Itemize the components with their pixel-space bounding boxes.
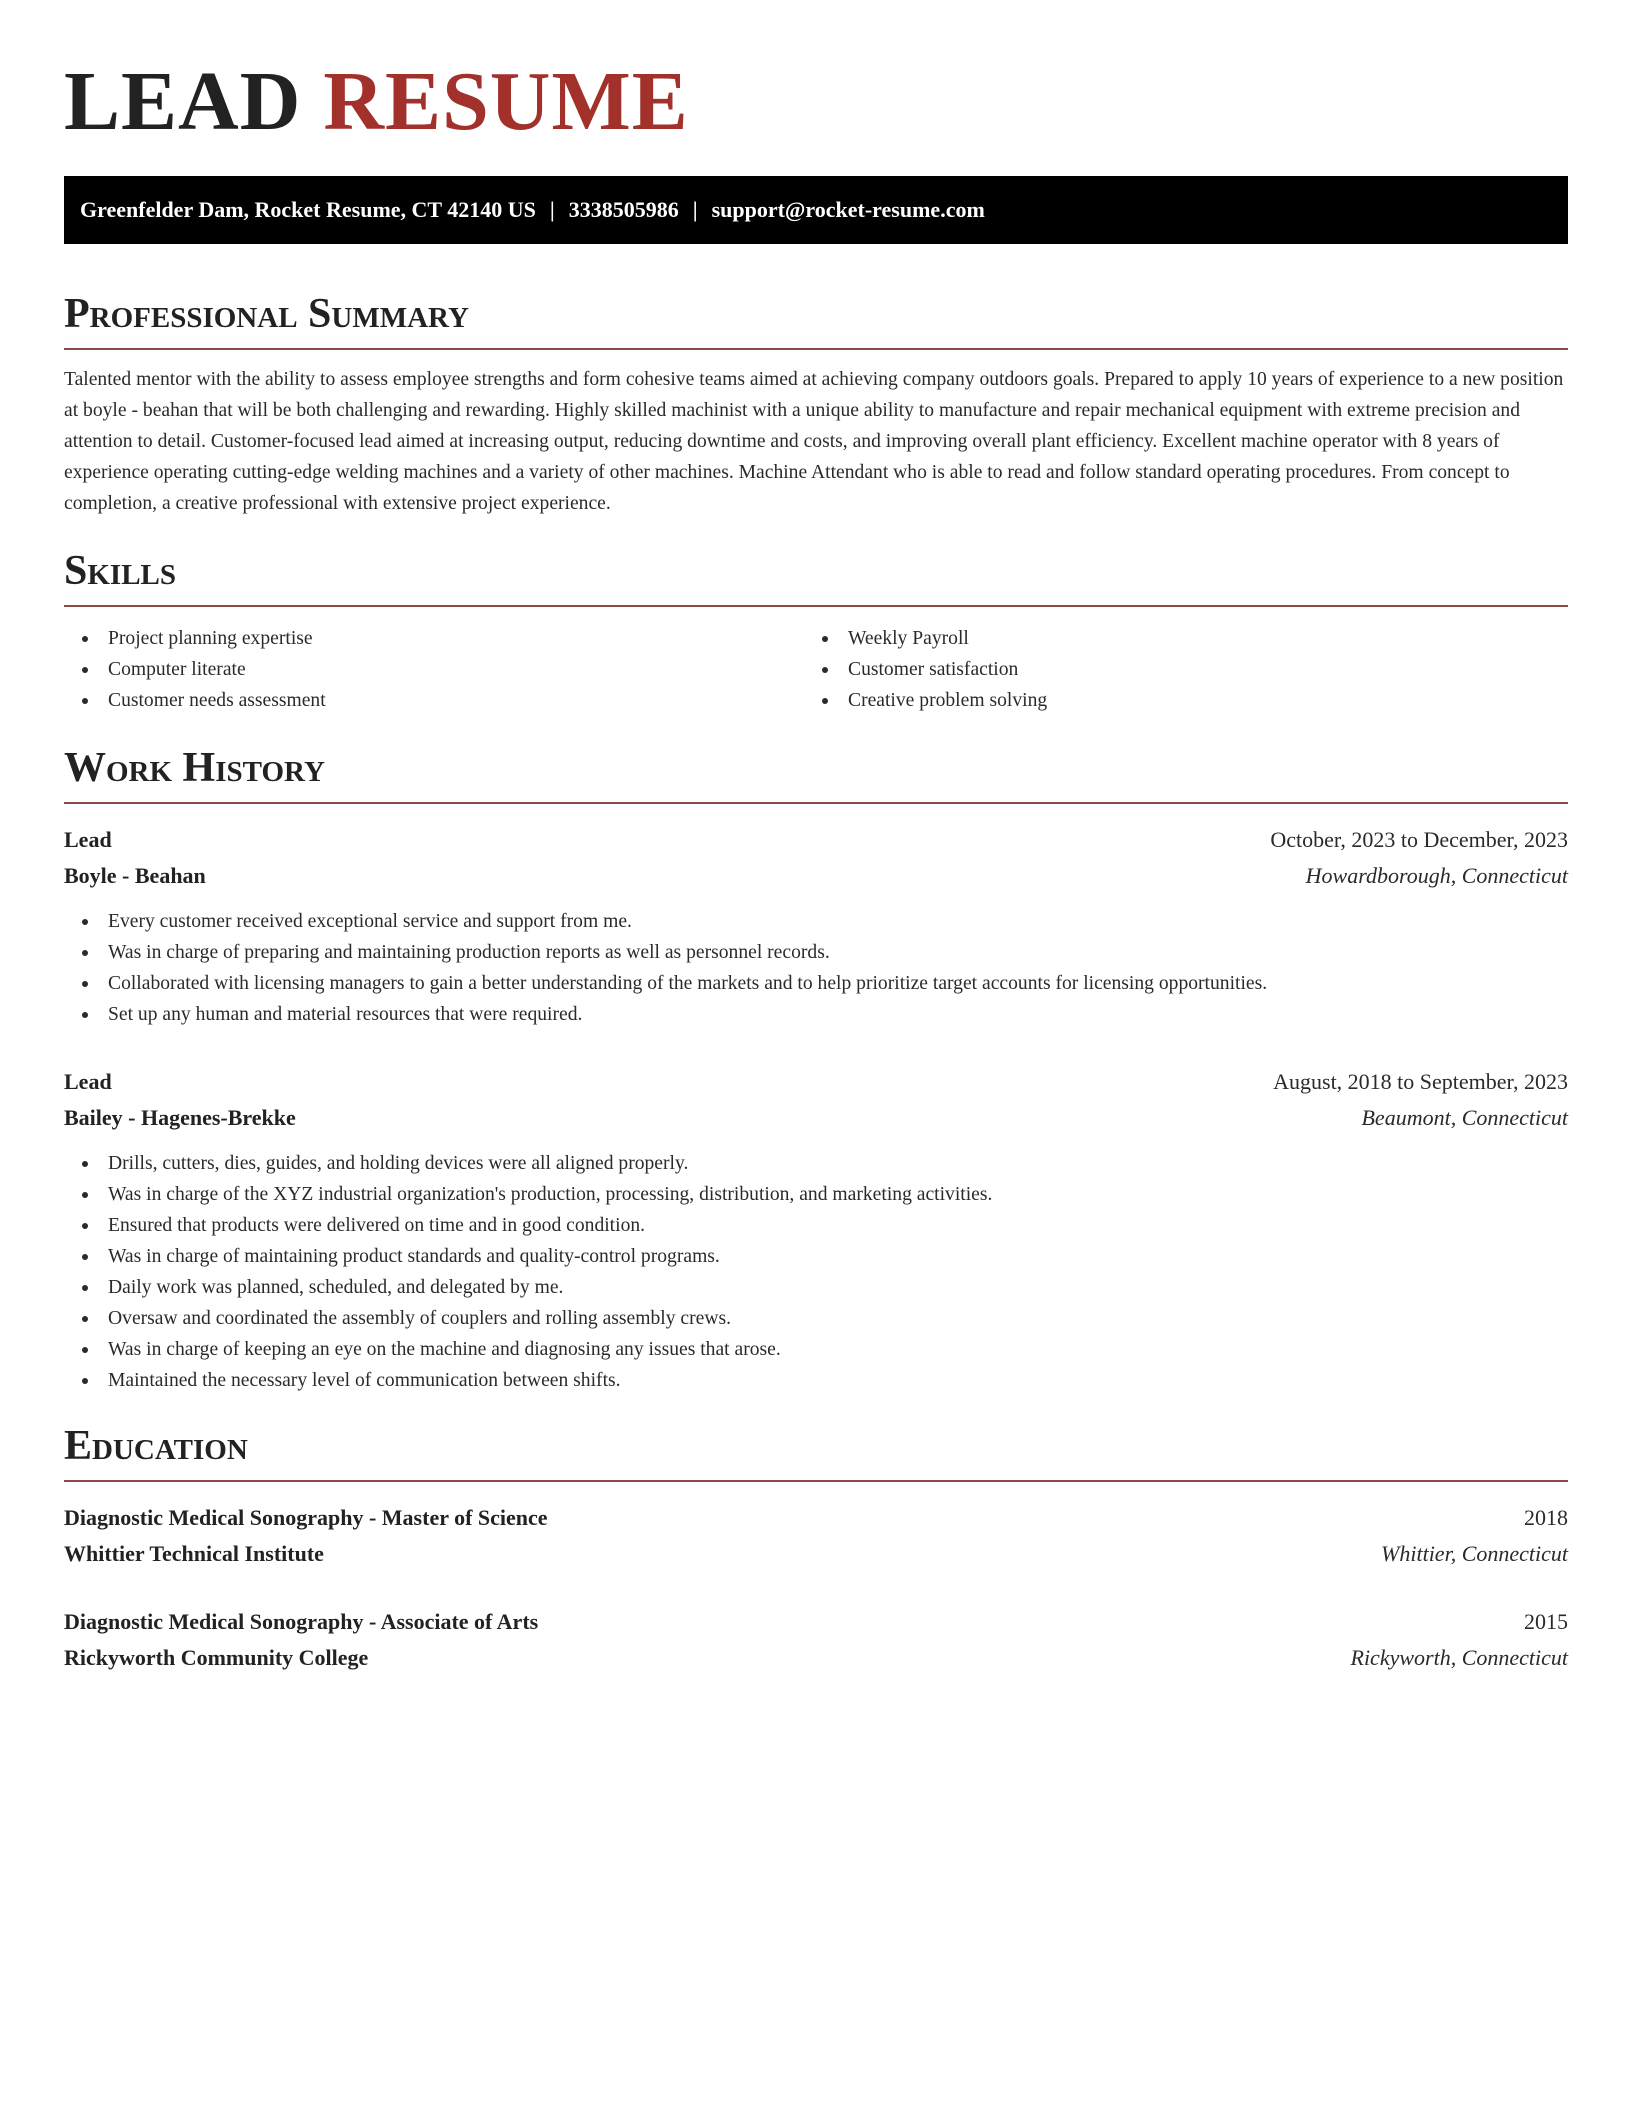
education-entry [64, 1604, 1568, 1676]
job-company: Boyle - Beahan [64, 863, 206, 888]
summary-heading: Professional Summary [64, 290, 1568, 350]
job-duty: Was in charge of the XYZ industrial organization's production, processing, distribution, and marketing activities. [64, 1179, 1568, 1210]
education-degree-row [64, 1604, 1568, 1640]
education-location: Whittier, Connecticut [1381, 1541, 1568, 1566]
job-duty: Drills, cutters, dies, guides, and holding devices were all aligned properly. [64, 1148, 1568, 1179]
education-school: Whittier Technical Institute [64, 1541, 324, 1566]
job-dates: August, 2018 to September, 2023 [1273, 1069, 1568, 1094]
job-header-row [64, 822, 1568, 858]
job-location: Howardborough, Connecticut [1305, 863, 1568, 888]
job-duty: Daily work was planned, scheduled, and delegated by me. [64, 1272, 1568, 1303]
education-school: Rickyworth Community College [64, 1645, 369, 1670]
education-heading: Education [64, 1422, 1568, 1482]
job-dates: October, 2023 to December, 2023 [1270, 827, 1568, 852]
job-company-row [64, 1100, 1568, 1136]
contact-phone[interactable]: 3338505986 [568, 197, 679, 222]
contact-separator: | [549, 197, 555, 222]
skill-item: Computer literate [64, 654, 804, 685]
contact-bar [64, 176, 1568, 244]
work-history-section [64, 744, 1568, 1396]
job-duties-list [64, 906, 1568, 1030]
education-school-row [64, 1640, 1568, 1676]
job-entry [64, 822, 1568, 1030]
job-duty: Every customer received exceptional service and support from me. [64, 906, 1568, 937]
job-location: Beaumont, Connecticut [1361, 1105, 1568, 1130]
job-entry [64, 1064, 1568, 1396]
job-position: Lead [64, 1069, 112, 1094]
job-duty: Oversaw and coordinated the assembly of couplers and rolling assembly crews. [64, 1303, 1568, 1334]
education-year: 2015 [1524, 1609, 1568, 1634]
skills-section [64, 547, 1568, 716]
contact-email[interactable]: support@rocket-resume.com [711, 197, 985, 222]
skills-column-right [804, 623, 1544, 716]
skill-item: Creative problem solving [804, 685, 1544, 716]
job-duties-list [64, 1148, 1568, 1396]
job-header-row [64, 1064, 1568, 1100]
job-duty: Set up any human and material resources that were required. [64, 999, 1568, 1030]
contact-separator: | [692, 197, 698, 222]
last-name: RESUME [323, 55, 689, 148]
job-company: Bailey - Hagenes-Brekke [64, 1105, 296, 1130]
job-company-row [64, 858, 1568, 894]
education-year: 2018 [1524, 1505, 1568, 1530]
education-degree: Diagnostic Medical Sonography - Associate of Arts [64, 1609, 539, 1634]
education-location: Rickyworth, Connecticut [1350, 1645, 1568, 1670]
job-duty: Ensured that products were delivered on time and in good condition. [64, 1210, 1568, 1241]
skills-heading: Skills [64, 547, 1568, 607]
skill-item: Customer satisfaction [804, 654, 1544, 685]
education-entry [64, 1500, 1568, 1572]
skill-item: Customer needs assessment [64, 685, 804, 716]
education-section [64, 1422, 1568, 1676]
job-duty: Maintained the necessary level of communication between shifts. [64, 1365, 1568, 1396]
summary-text: Talented mentor with the ability to assess employee strengths and form cohesive teams aimed at achieving company outdoors goals. Prepared to apply 10 years of experience to a new position at boyle - beahan that will be both challenging and rewarding. Highly skilled machinist with a unique ability to manufacture and repair mechanical equipment with extreme precision and attention to detail. Customer-focused lead aimed at increasing output, reducing downtime and costs, and improving overall plant efficiency. Excellent machine operator with 8 years of experience operating cutting-edge welding machines and a variety of other machines. Machine Attendant who is able to read and follow standard operating procedures. From concept to completion, a creative professional with extensive project experience. [64, 369, 1564, 514]
resume-page [64, 0, 1568, 1676]
education-degree-row [64, 1500, 1568, 1536]
skills-column-left [64, 623, 804, 716]
job-duty: Was in charge of keeping an eye on the machine and diagnosing any issues that arose. [64, 1334, 1568, 1365]
education-degree: Diagnostic Medical Sonography - Master of Science [64, 1505, 548, 1530]
job-duty: Collaborated with licensing managers to gain a better understanding of the markets and to help prioritize target accounts for licensing opportunities. [64, 968, 1568, 999]
skill-item: Weekly Payroll [804, 623, 1544, 654]
job-duty: Was in charge of preparing and maintaining production reports as well as personnel records. [64, 937, 1568, 968]
resume-name [64, 0, 1568, 152]
skills-grid [64, 623, 1568, 716]
first-name: LEAD [64, 55, 302, 148]
work-history-heading: Work History [64, 744, 1568, 804]
job-duty: Was in charge of maintaining product standards and quality-control programs. [64, 1241, 1568, 1272]
summary-section [64, 290, 1568, 519]
contact-address: Greenfelder Dam, Rocket Resume, CT 42140 US [80, 197, 536, 222]
skill-item: Project planning expertise [64, 623, 804, 654]
education-school-row [64, 1536, 1568, 1572]
job-position: Lead [64, 827, 112, 852]
